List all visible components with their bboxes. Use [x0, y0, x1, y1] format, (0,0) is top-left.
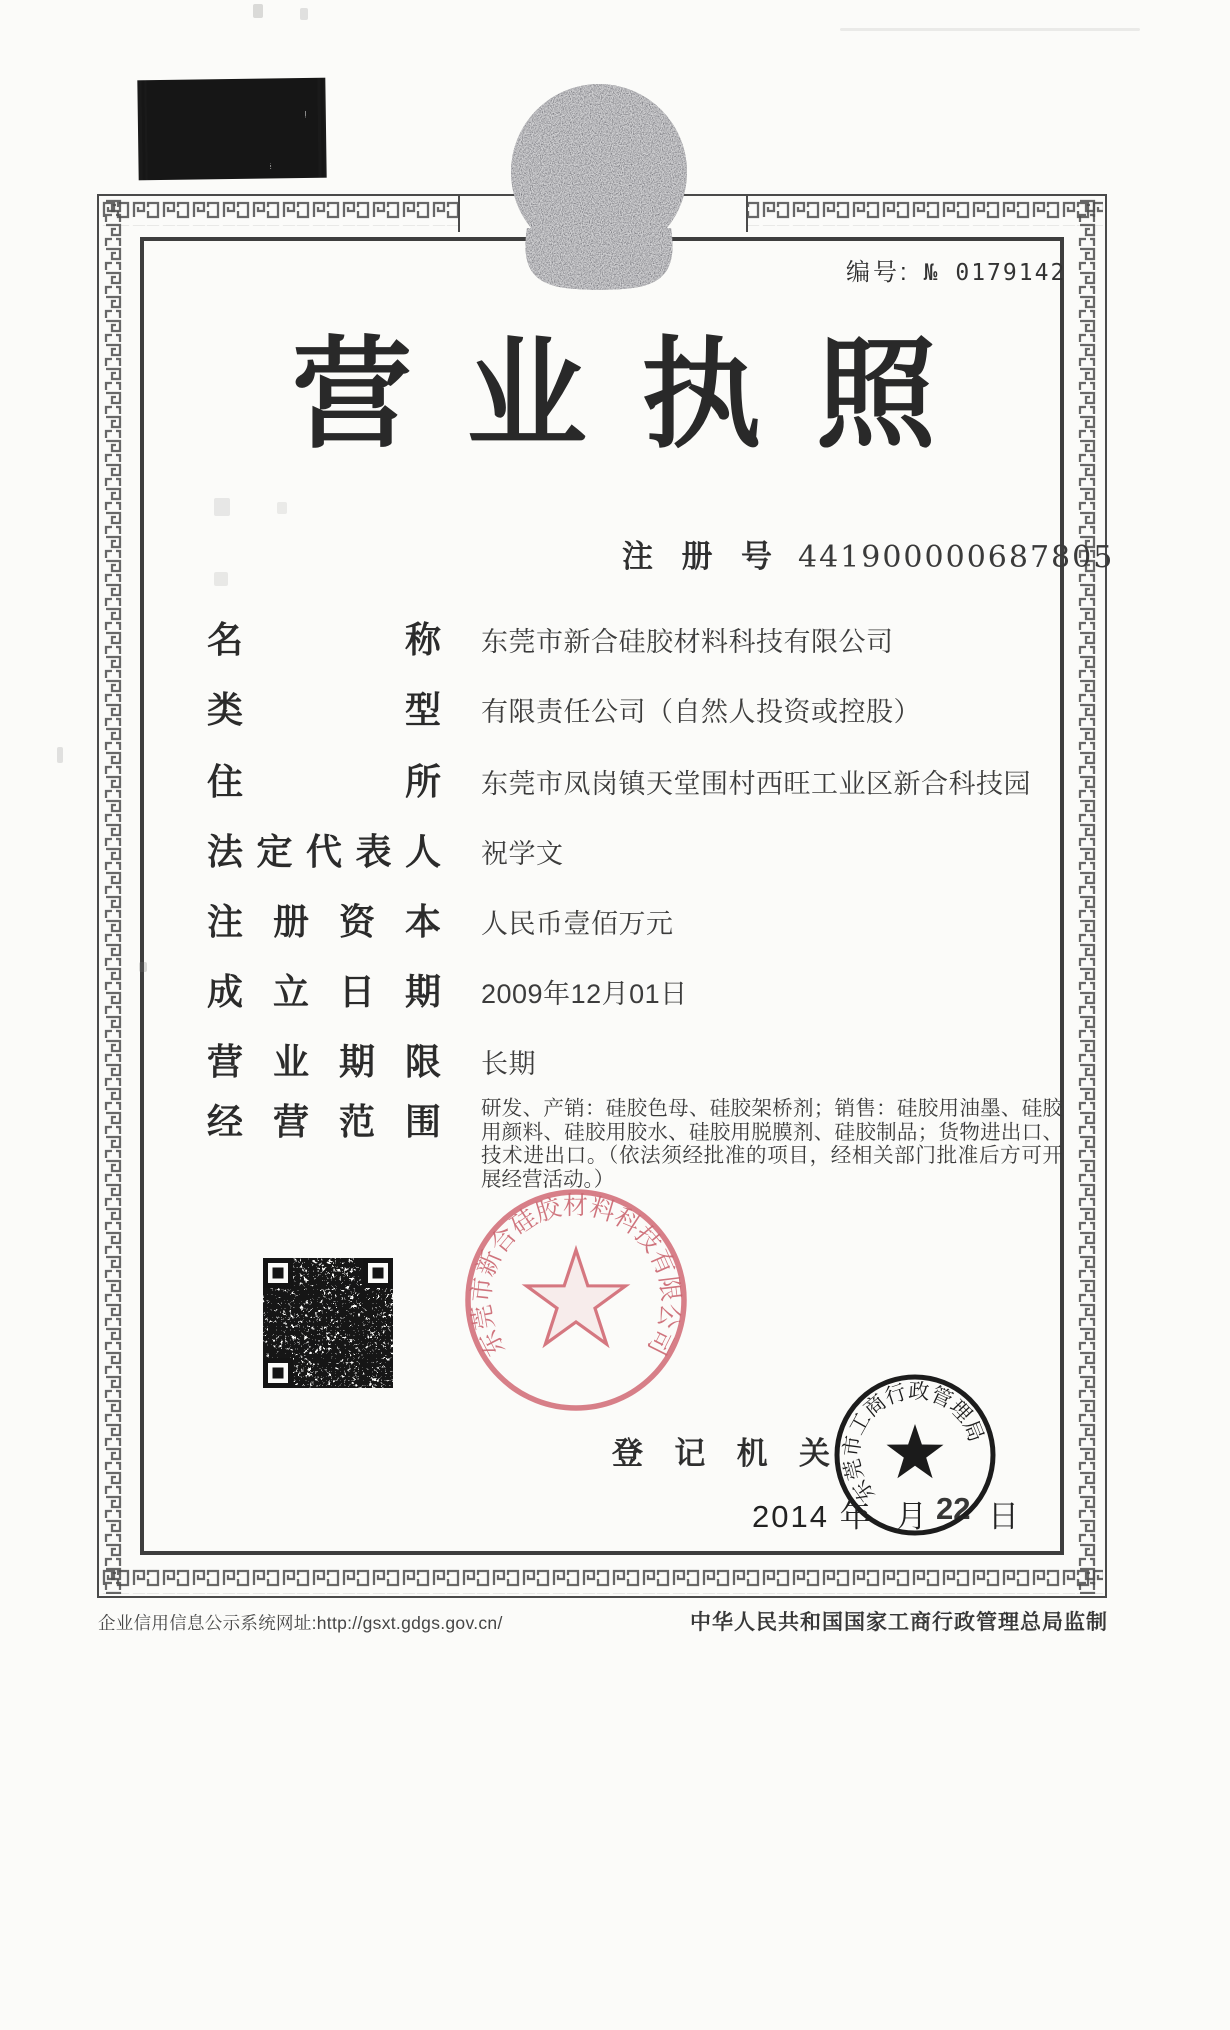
barcode — [135, 75, 328, 184]
scan-artifact — [840, 28, 1140, 31]
registry-seal-star — [887, 1424, 944, 1478]
scan-artifact — [57, 747, 63, 763]
issue-date-day: 22 — [936, 1491, 971, 1526]
registration-number-value: 441900000687805 — [798, 540, 1115, 575]
field-row-name — [207, 612, 1063, 663]
field-row-business-scope — [207, 1094, 1063, 1191]
meander-border-left — [101, 198, 129, 1594]
field-value: 祝学文 — [481, 839, 564, 869]
registry-seal-text: 东莞市工商行政管理局 — [839, 1378, 989, 1507]
registration-number-row — [622, 531, 1114, 576]
field-label: 注 册 资 本 — [207, 902, 441, 943]
field-value: 有限责任公司（自然人投资或控股） — [481, 697, 921, 727]
license-title: 营 业 执 照 — [292, 326, 936, 465]
field-row-registered-capital — [207, 894, 1063, 945]
company-seal-star — [527, 1250, 626, 1344]
scan-artifact — [139, 962, 147, 972]
meander-border-right — [1075, 198, 1103, 1594]
field-label: 法 定 代 表 人 — [207, 832, 441, 873]
serial-value: № 0179142 — [923, 260, 1067, 286]
serial-label: 编号: — [846, 259, 910, 286]
field-label: 营 业 期 限 — [207, 1042, 441, 1083]
company-seal — [462, 1186, 690, 1414]
field-label: 住 所 — [207, 762, 441, 803]
field-label: 名 称 — [207, 620, 441, 661]
company-seal-text: 东莞市新合硅胶材料科技有限公司 — [466, 1190, 686, 1362]
field-value: 2009年12月01日 — [481, 979, 688, 1009]
field-row-type — [207, 682, 1063, 733]
field-value: 东莞市新合硅胶材料科技有限公司 — [481, 627, 894, 657]
field-value: 研发、产销：硅胶色母、硅胶架桥剂；销售：硅胶用油墨、硅胶用颜料、硅胶用胶水、硅胶用脱膜剂、硅胶制品；货物进出口、技术进出口。（依法须经批准的项目，经相关部门批准后方可开展经营活动。） — [481, 1097, 1063, 1191]
scan-artifact — [214, 572, 228, 586]
scan-artifact — [277, 502, 287, 514]
national-emblem — [497, 80, 703, 298]
registry-authority-label: 登 记 机 关 — [612, 1436, 830, 1471]
field-label: 成 立 日 期 — [207, 972, 441, 1013]
serial-number — [846, 252, 1066, 287]
field-label: 经 营 范 围 — [207, 1102, 441, 1143]
meander-border-bottom — [101, 1566, 1103, 1594]
field-value: 东莞市凤岗镇天堂围村西旺工业区新合科技园 — [481, 769, 1031, 799]
field-label: 类 型 — [207, 690, 441, 731]
qr-code — [259, 1254, 397, 1392]
scan-artifact — [253, 4, 263, 18]
field-value: 人民币壹佰万元 — [481, 909, 674, 939]
issue-date-year: 2014 年 — [752, 1499, 873, 1534]
registration-number-label: 注 册 号 — [622, 539, 772, 574]
issue-date-day-unit: 日 — [988, 1499, 1019, 1534]
scan-artifact — [214, 498, 230, 516]
footer-public-info-url: 企业信用信息公示系统网址:http://gsxt.gdgs.gov.cn/ — [98, 1613, 503, 1633]
scan-artifact — [300, 8, 308, 20]
field-row-business-term — [207, 1034, 1063, 1085]
field-value: 长期 — [481, 1049, 536, 1079]
field-row-address — [207, 754, 1063, 805]
issue-date-month-unit: 月 — [896, 1499, 927, 1534]
field-row-establishment-date — [207, 964, 1063, 1015]
field-row-legal-representative — [207, 824, 1063, 875]
footer-issuing-authority: 中华人民共和国国家工商行政管理总局监制 — [690, 1611, 1108, 1634]
